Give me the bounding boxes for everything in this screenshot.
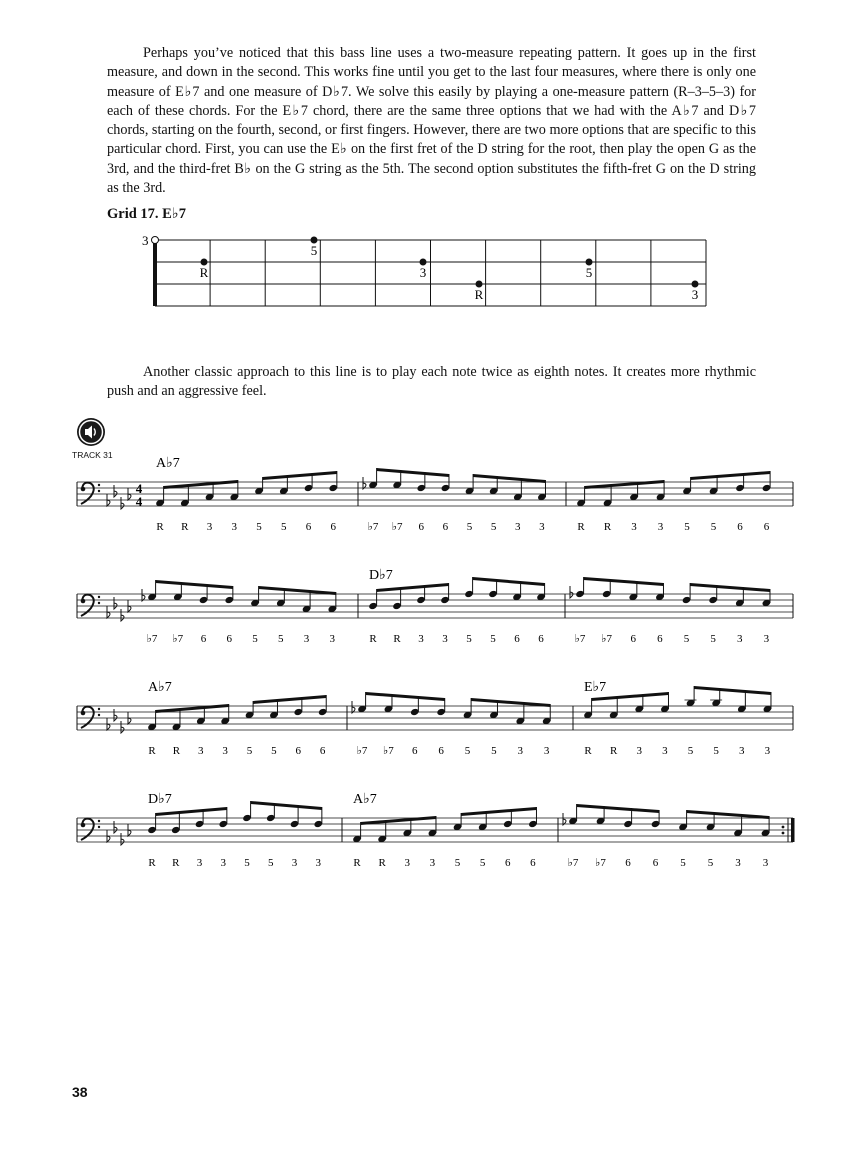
interval-label: R	[369, 633, 377, 645]
interval-label: 3	[206, 521, 213, 533]
interval-label: ♭7	[391, 521, 403, 533]
interval-label: 5	[466, 521, 473, 533]
grid-note-label: R	[199, 265, 209, 280]
beam	[584, 577, 664, 586]
interval-label: 3	[291, 857, 298, 869]
bass-clef-icon	[81, 483, 94, 504]
time-signature-bottom: 4	[135, 494, 143, 509]
interval-label: 3	[735, 857, 741, 869]
interval-label: 5	[710, 521, 717, 533]
interval-label: R	[393, 633, 401, 645]
interval-label: R	[181, 521, 189, 533]
interval-label: 5	[278, 633, 284, 645]
interval-label: 3	[764, 745, 771, 757]
chord-symbol: D♭7	[369, 568, 393, 583]
paragraph-explanation: Perhaps you’ve noticed that this bass line uses a two-measure repeating pattern. It goes up in the first measure, and down in the second. This works fine until you get to the last four measures, where there is only one measure of E♭7 and one measure of D♭7. We solve this easily by playing a one-measure pattern (R–3–5–3) for each of these chords. For the E♭7 chord, there are the same three options that we had with the A♭7 and D♭7 chords, starting on the fourth, second, or first fingers. However, there are two more options that are specific to this particular chord. First, you can use the E♭ on the first fret of the D string for the root, then play the open G as the 3rd, and the third-fret B♭ on the G string as the 5th. The second option substitutes the fifth-fret G on the D string as the 3rd.	[107, 45, 756, 197]
interval-label: 3	[196, 857, 203, 869]
bass-clef-dot	[98, 820, 100, 822]
interval-label: R	[378, 857, 386, 869]
flat-sign	[121, 833, 124, 845]
interval-label: 5	[479, 857, 486, 869]
flat-sign	[570, 586, 573, 598]
beam	[156, 580, 233, 589]
grid-note-label: 3	[691, 287, 699, 302]
interval-label: 3	[739, 745, 745, 757]
bass-clef-dot	[98, 490, 100, 492]
interval-label: 6	[438, 745, 444, 757]
grid-note-label: 3	[419, 265, 427, 280]
flat-sign	[114, 485, 117, 497]
beam	[694, 686, 771, 695]
interval-label: 3	[762, 857, 769, 869]
interval-label: 3	[315, 857, 321, 869]
grid-note-label: R	[474, 287, 484, 302]
chord-symbol: A♭7	[148, 680, 172, 695]
flat-sign	[363, 477, 366, 489]
grid-fret-number: 3	[142, 233, 149, 248]
interval-label: 5	[464, 745, 471, 757]
grid-title: Grid 17. E♭7	[107, 206, 186, 222]
beam	[263, 471, 337, 480]
chord-symbol: A♭7	[353, 792, 377, 807]
interval-label: ♭7	[146, 633, 158, 645]
beam	[461, 807, 536, 816]
interval-label: 5	[466, 633, 472, 645]
interval-label: 5	[710, 633, 716, 645]
beam	[377, 468, 449, 477]
interval-label: 6	[530, 857, 536, 869]
interval-label: R	[609, 745, 618, 757]
flat-sign	[121, 609, 124, 621]
beam	[577, 804, 660, 813]
interval-label: R	[148, 857, 156, 869]
interval-label: 6	[442, 521, 449, 533]
interval-label: 6	[737, 521, 743, 533]
interval-label: 5	[454, 857, 461, 869]
interval-label: 3	[515, 521, 521, 533]
interval-label: 6	[625, 857, 631, 869]
chord-symbol: E♭7	[584, 680, 607, 695]
beam	[156, 807, 227, 816]
interval-label: 5	[707, 857, 714, 869]
interval-label: 3	[763, 633, 770, 645]
interval-label: 5	[246, 745, 253, 757]
interval-label: 5	[683, 633, 690, 645]
bass-clef-dot	[98, 714, 100, 716]
interval-label: 3	[303, 633, 310, 645]
bass-clef-dot	[98, 596, 100, 598]
flat-sign	[352, 701, 355, 713]
interval-label: ♭7	[595, 857, 606, 869]
interval-label: 6	[652, 857, 659, 869]
interval-label: 3	[418, 633, 424, 645]
interval-label: 3	[662, 745, 668, 757]
flat-sign	[114, 821, 117, 833]
bass-clef-dot	[98, 708, 100, 710]
interval-label: 5	[713, 745, 719, 757]
interval-label: 6	[295, 745, 301, 757]
flat-sign	[142, 589, 145, 601]
bass-clef-icon	[81, 707, 94, 728]
bass-clef-dot	[98, 484, 100, 486]
interval-label: 3	[329, 633, 335, 645]
interval-label: 3	[539, 521, 545, 533]
interval-label: 3	[429, 857, 436, 869]
interval-label: R	[577, 521, 585, 533]
interval-label: 6	[319, 745, 326, 757]
interval-label: 6	[412, 745, 418, 757]
page-number: 38	[72, 1084, 88, 1100]
interval-label: 5	[256, 521, 262, 533]
bass-clef-icon	[81, 819, 94, 840]
bass-clef-dot	[81, 487, 86, 492]
interval-label: 5	[490, 633, 496, 645]
grid-note-label: 5	[585, 265, 593, 280]
interval-label: 5	[252, 633, 258, 645]
flat-sign	[121, 497, 124, 509]
interval-label: 5	[684, 521, 690, 533]
interval-label: 3	[198, 745, 204, 757]
interval-label: ♭7	[172, 633, 184, 645]
interval-label: 3	[517, 745, 523, 757]
interval-label: 6	[330, 521, 336, 533]
interval-label: 6	[657, 633, 663, 645]
interval-label: 5	[687, 745, 694, 757]
interval-label: 6	[630, 633, 636, 645]
interval-label: 3	[220, 857, 226, 869]
interval-label: 3	[636, 745, 642, 757]
interval-label: 6	[418, 521, 424, 533]
track-label: TRACK 31	[72, 450, 113, 460]
interval-label: 6	[505, 857, 511, 869]
interval-label: R	[172, 745, 181, 757]
interval-label: 5	[271, 745, 277, 757]
interval-label: 3	[231, 521, 237, 533]
interval-label: 3	[631, 521, 637, 533]
repeat-dot	[782, 832, 785, 835]
interval-label: 3	[222, 745, 228, 757]
flat-sign	[114, 709, 117, 721]
interval-label: 3	[442, 633, 448, 645]
interval-label: 3	[737, 633, 743, 645]
beam	[691, 471, 771, 480]
interval-label: 6	[200, 633, 207, 645]
interval-label: ♭7	[383, 745, 394, 757]
beam	[377, 583, 449, 592]
interval-label: ♭7	[367, 521, 379, 533]
interval-label: 5	[680, 857, 686, 869]
interval-label: ♭7	[601, 633, 612, 645]
interval-label: 5	[268, 857, 274, 869]
interval-label: 3	[657, 521, 664, 533]
flat-sign	[121, 721, 124, 733]
interval-label: 5	[491, 745, 497, 757]
repeat-thick-line	[791, 818, 795, 842]
flat-sign	[563, 813, 566, 825]
beam	[253, 695, 326, 704]
interval-label: R	[172, 857, 180, 869]
bass-clef-dot	[81, 599, 86, 604]
bass-clef-dot	[98, 602, 100, 604]
interval-label: 6	[763, 521, 770, 533]
flat-sign	[114, 597, 117, 609]
bass-clef-icon	[81, 595, 94, 616]
time-signature-top: 4	[135, 481, 143, 496]
interval-label: ♭7	[574, 633, 586, 645]
beam	[690, 583, 770, 592]
interval-label: R	[353, 857, 361, 869]
chord-symbol: D♭7	[148, 792, 172, 807]
interval-label: R	[156, 521, 164, 533]
interval-label: R	[584, 745, 592, 757]
interval-label: 3	[543, 745, 550, 757]
beam	[366, 692, 445, 701]
bass-clef-dot	[81, 711, 86, 716]
bass-clef-dot	[98, 826, 100, 828]
interval-label: 6	[514, 633, 520, 645]
interval-label: R	[148, 745, 156, 757]
interval-label: 6	[226, 633, 232, 645]
beam	[473, 577, 545, 586]
repeat-dot	[782, 826, 785, 829]
interval-label: 5	[490, 521, 497, 533]
interval-label: 6	[305, 521, 312, 533]
paragraph-approach: Another classic approach to this line is to play each note twice as eighth notes. It creates more rhythmic push and an aggressive feel.	[107, 364, 756, 400]
beam	[251, 801, 322, 810]
grid-note-label: 5	[310, 243, 318, 258]
interval-label: R	[603, 521, 612, 533]
interval-label: ♭7	[567, 857, 579, 869]
interval-label: ♭7	[356, 745, 368, 757]
bass-clef-dot	[81, 823, 86, 828]
chord-symbol: A♭7	[156, 456, 180, 471]
interval-label: 5	[281, 521, 287, 533]
interval-label: 6	[538, 633, 544, 645]
interval-label: 3	[404, 857, 410, 869]
interval-label: 5	[244, 857, 250, 869]
